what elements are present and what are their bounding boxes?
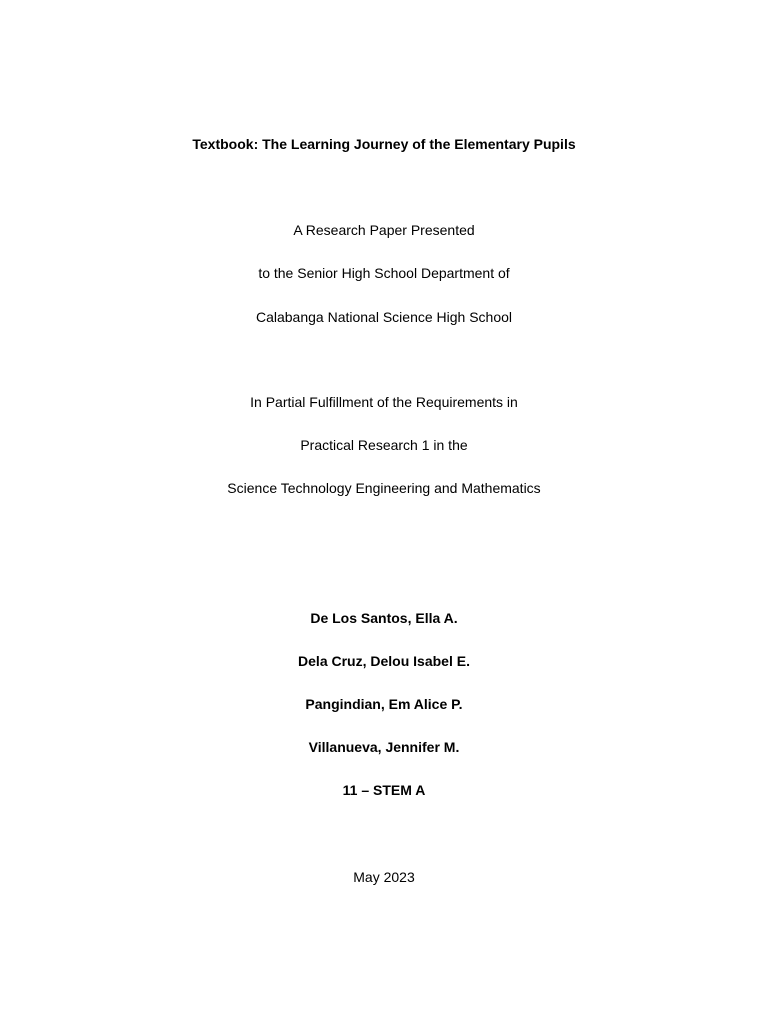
section-label: 11 – STEM A: [342, 782, 426, 798]
author-1: De Los Santos, Ella A.: [310, 610, 458, 626]
author-3: Pangindian, Em Alice P.: [305, 696, 463, 712]
presentation-line-3: Calabanga National Science High School: [255, 309, 513, 325]
submission-date: May 2023: [353, 869, 415, 885]
presentation-line-2: to the Senior High School Department of: [258, 265, 510, 281]
author-4: Villanueva, Jennifer M.: [308, 739, 460, 755]
fulfillment-line-2: Practical Research 1 in the: [300, 437, 468, 453]
fulfillment-line-3: Science Technology Engineering and Mathematics: [227, 480, 541, 496]
paper-title: Textbook: The Learning Journey of the Elementary Pupils: [192, 136, 576, 152]
author-2: Dela Cruz, Delou Isabel E.: [298, 653, 470, 669]
fulfillment-line-1: In Partial Fulfillment of the Requirements in: [250, 394, 518, 410]
presentation-line-1: A Research Paper Presented: [293, 222, 475, 238]
